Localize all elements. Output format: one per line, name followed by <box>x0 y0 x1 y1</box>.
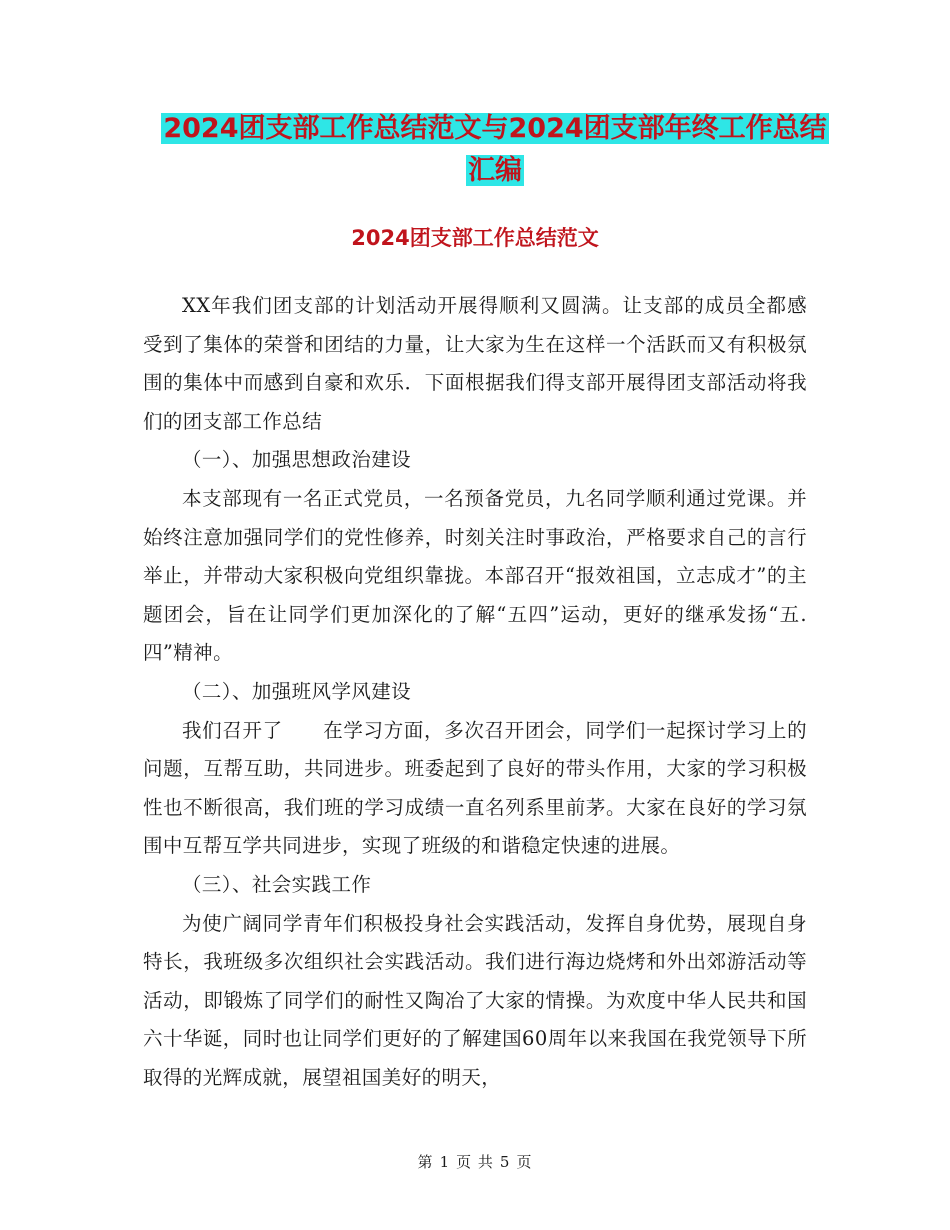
footer-total-pages: 5 <box>499 1153 511 1171</box>
paragraph-study-style: 我们召开了 在学习方面，多次召开团会，同学们一起探讨学习上的问题，互帮互助，共同进步。班委起到了良好的带头作用，大家的学习积极性也不断很高，我们班的学习成绩一直名列系里前茅。大家在良好的学习氛围中互帮互学共同进步，实现了班级的和谐稳定快速的进展。 <box>143 718 807 858</box>
section-title: 2024团支部工作总结范文 <box>351 226 599 250</box>
paragraph-social-practice: 为使广阔同学青年们积极投身社会实践活动，发挥自身优势，展现自身特长，我班级多次组织社会实践活动。我们进行海边烧烤和外出郊游活动等活动，即锻炼了同学们的耐性又陶冶了大家的情操。为欢度中华人民共和国六十华诞，同时也让同学们更好的了解建国60周年以来我国在我党领导下所取得的光辉成就，展望祖国美好的明天， <box>143 911 807 1089</box>
intro-paragraph: XX年我们团支部的计划活动开展得顺利又圆满。让支部的成员全都感受到了集体的荣誉和团结的力量，让大家为生在这样一个活跃而又有积极氛围的集体中而感到自豪和欢乐．下面根据我们得支部开展得团支部活动将我们的团支部工作总结 <box>143 294 807 433</box>
subheading-social-practice: （三）、社会实践工作 <box>182 872 372 896</box>
paragraph-political: 本支部现有一名正式党员，一名预备党员，九名同学顺利通过党课。并始终注意加强同学们的党性修养，时刻关注时事政治，严格要求自己的言行举止，并带动大家积极向党组织靠拢。本部召开“报效祖国，立志成才”的主题团会，旨在让同学们更加深化的了解“五四”运动，更好的继承发扬“五.四”精神。 <box>143 486 807 665</box>
footer-prefix: 第 <box>417 1153 434 1171</box>
footer-mid: 页 共 <box>456 1153 494 1171</box>
footer-suffix: 页 <box>516 1153 533 1171</box>
subheading-political: （一）、加强思想政治建设 <box>182 448 412 472</box>
document-title-line-1: 2024团支部工作总结范文与2024团支部年终工作总结 <box>163 113 827 144</box>
document-title <box>140 108 850 192</box>
footer-current-page: 1 <box>439 1153 451 1171</box>
page-footer <box>0 1150 950 1174</box>
subheading-study-style: （二）、加强班风学风建设 <box>182 679 412 703</box>
document-title-line-2: 汇编 <box>468 155 522 186</box>
document-body <box>143 287 807 1097</box>
